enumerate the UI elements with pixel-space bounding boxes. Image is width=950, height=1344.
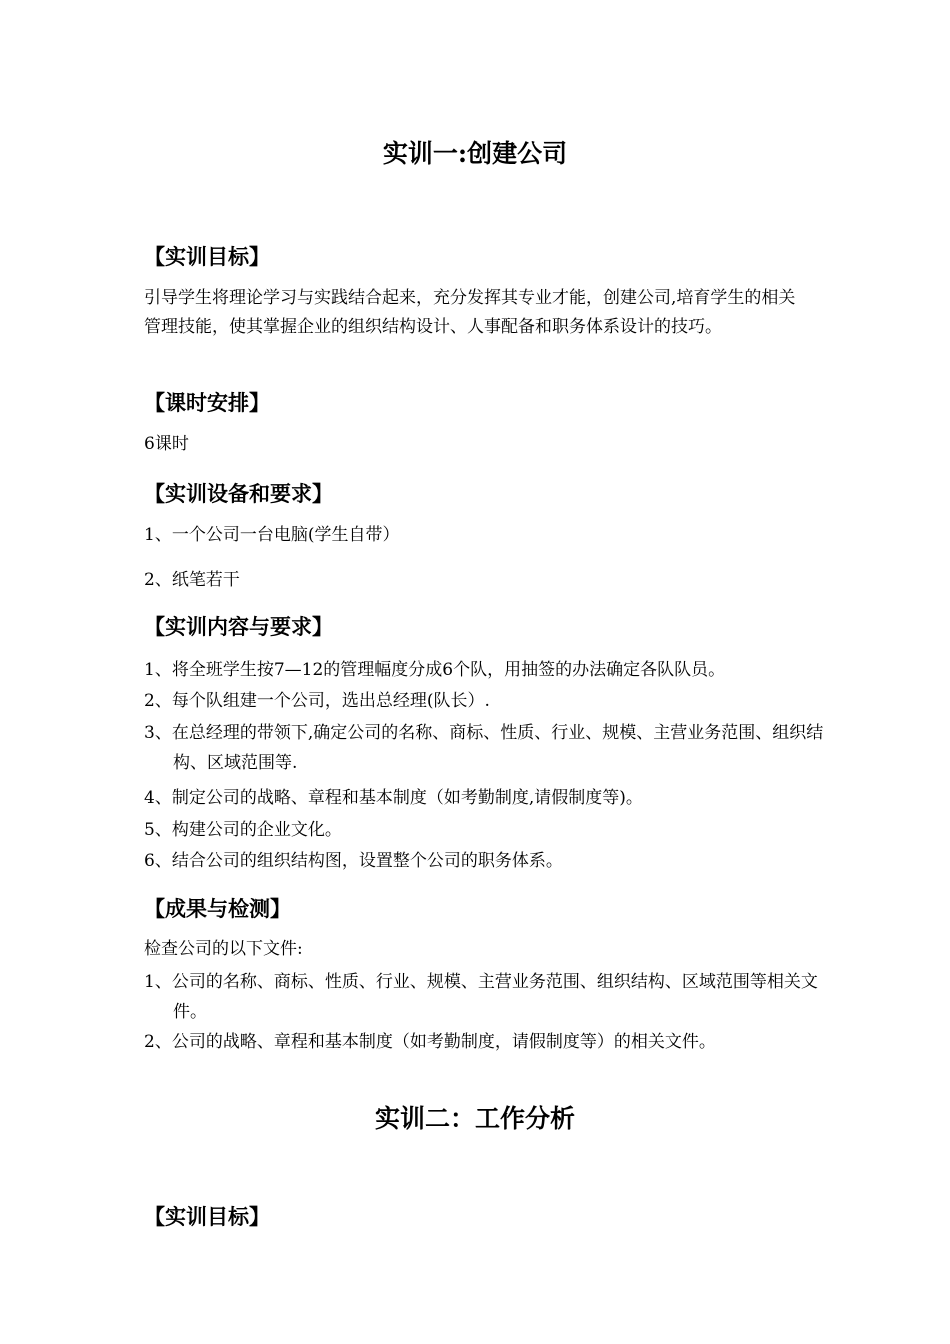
section1-content-heading: 【实训内容与要求】 [144,614,333,639]
content-item: 5、构建公司的企业文化。 [144,820,342,840]
equipment-item: 1、一个公司一台电脑(学生自带） [144,525,400,545]
section2-title: 实训二：工作分析 [374,1104,575,1133]
section1-objective-heading: 【实训目标】 [144,244,270,269]
section1-results-intro: 检查公司的以下文件: [144,939,303,959]
content-item: 4、制定公司的战略、章程和基本制度（如考勤制度,请假制度等)。 [144,788,643,808]
content-item: 1、将全班学生按7—12的管理幅度分成6个队，用抽签的办法确定各队队员。 [144,660,726,680]
section1-title: 实训一:创建公司 [382,139,568,168]
section1-hours-text: 6课时 [144,434,189,454]
content-item: 6、结合公司的组织结构图，设置整个公司的职务体系。 [144,851,563,871]
content-item: 3、在总经理的带领下,确定公司的名称、商标、性质、行业、规模、主营业务范围、组织结构、区域范围等. [144,723,824,773]
section1-objective-text: 引导学生将理论学习与实践结合起来，充分发挥其专业才能，创建公司,培育学生的相关管理技能，使其掌握企业的组织结构设计、人事配备和职务体系设计的技巧。 [144,288,796,337]
section1-results-heading: 【成果与检测】 [144,896,291,921]
section1-hours-heading: 【课时安排】 [144,390,270,415]
section2-objective-heading: 【实训目标】 [144,1204,270,1229]
content-item: 2、每个队组建一个公司，选出总经理(队长）. [144,691,490,711]
equipment-item: 2、纸笔若干 [144,570,240,590]
results-item: 2、公司的战略、章程和基本制度（如考勤制度，请假制度等）的相关文件。 [144,1032,716,1052]
section1-equipment-heading: 【实训设备和要求】 [144,481,333,506]
results-item: 1、公司的名称、商标、性质、行业、规模、主营业务范围、组织结构、区域范围等相关文件。 [144,972,818,1022]
